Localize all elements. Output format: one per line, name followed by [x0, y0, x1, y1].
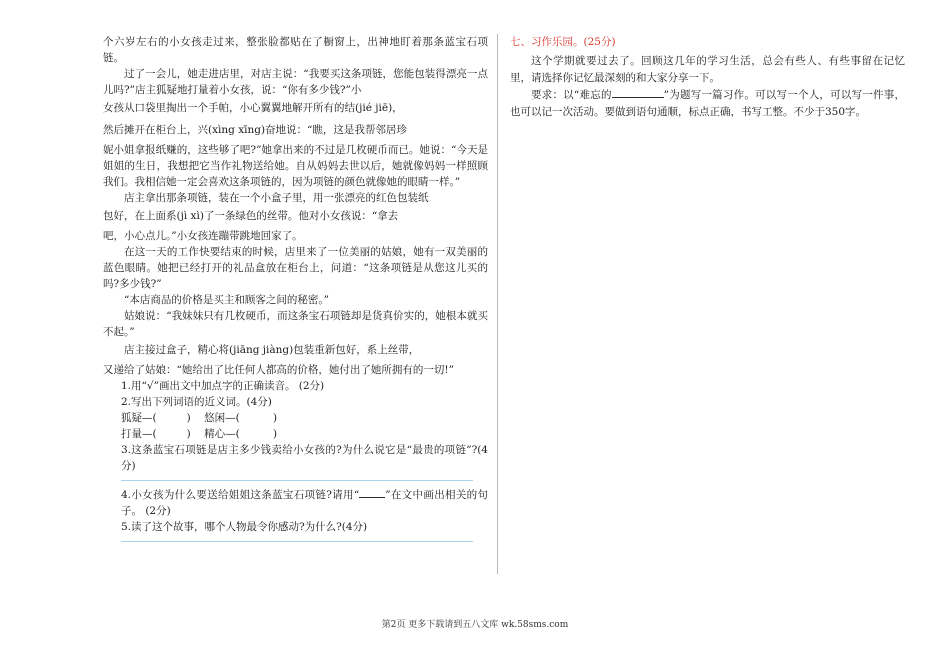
question-4-text-end: ”在文中画出相关的句子。 (2分) [121, 489, 489, 517]
writing-section-column [510, 34, 905, 121]
passage-paragraph: 在这一天的工作快要结束的时候，店里来了一位美丽的姑娘，她有一双美丽的蓝色眼睛。她把已经打开的礼品盒放在柜台上，问道：“这条项链是从您这儿买的吗?多少钱?” [103, 246, 488, 290]
passage-paragraph: 吧，小心点儿。”小女孩连蹦带跳地回家了。 [103, 230, 303, 242]
question-3: 3.这条蓝宝石项链是店主多少钱卖给小女孩的?为什么说它是“最贵的项链”?(4分) [121, 444, 488, 472]
underline-symbol [359, 487, 385, 498]
passage-line-pinyin: 然后摊开在柜台上，兴(xìng xīng)奋地说：“瞧，这是我帮邻居珍 [103, 124, 407, 136]
column-divider [497, 34, 498, 574]
section-title: 七、习作乐园。(25分) [510, 36, 616, 48]
question-4 [103, 487, 488, 519]
reading-passage-column [103, 34, 488, 548]
question-2-row-1: 狐疑—( ) 悠闲—( ) [121, 412, 278, 424]
passage-paragraph: 又递给了姑娘：“她给出了比任何人都高的价格，她付出了她所拥有的一切!” [103, 364, 454, 376]
page-footer: 第2页 更多下载请到五八文库 wk.58sms.com [381, 620, 569, 630]
passage-paragraph: 店主拿出那条项链，装在一个小盒子里，用一张漂亮的红色包装纸 [124, 192, 429, 204]
question-2: 2.写出下列词语的近义词。(4分) [121, 396, 272, 408]
writing-requirements [510, 87, 905, 121]
answer-line-q5[interactable] [121, 541, 473, 542]
question-2-row-2: 打量—( ) 精心—( ) [121, 428, 278, 440]
passage-line-pinyin: 女孩从口袋里掏出一个手帕，小心翼翼地解开所有的结(jié jiē)， [103, 102, 403, 114]
passage-paragraph: 姑娘说：“我妹妹只有几枚硬币，而这条宝石项链却是货真价实的，她根本就买不起。” [103, 310, 488, 338]
questions-block [103, 487, 488, 535]
writing-prompt: 这个学期就要过去了。回顾这几年的学习生活，总会有些人、有些事留在记忆里，请选择你记忆最深刻的和大家分享一下。 [510, 55, 905, 84]
passage-line-pinyin: 包好，在上面系(jì xì)了一条绿色的丝带。他对小女孩说：“拿去 [103, 210, 399, 222]
passage-paragraph: 个六岁左右的小女孩走过来，整张脸都贴在了橱窗上，出神地盯着那条蓝宝石项链。 [103, 36, 488, 64]
passage-paragraph: 妮小姐拿报纸赚的，这些够了吧?”她拿出来的不过是几枚硬币而已。她说：“今天是姐姐的生日，我想把它当作礼物送给她。自从妈妈去世以后，她就像妈妈一样照顾我们。我相信她一定会喜欢这条项链的，因为项链的颜色就像她的眼睛一样。” [103, 144, 488, 188]
question-5: 5.读了这个故事，哪个人物最令你感动?为什么?(4分) [121, 521, 368, 533]
title-blank[interactable] [612, 87, 664, 98]
passage-paragraph: 过了一会儿，她走进店里，对店主说：“我要买这条项链，您能包装得漂亮一点儿吗?”店主狐疑地打量着小女孩，说：“你有多少钱?”小 [103, 68, 488, 96]
passage-line-pinyin: 店主接过盒子，精心将(jiāng jiàng)包装重新包好，系上丝带， [124, 344, 420, 356]
requirements-text-end: ”为题写一篇习作。可以写一个人，可以写一件事，也可以记一次活动。要做到语句通顺，标点正确，书写工整。不少于350字。 [510, 89, 905, 118]
questions-block [103, 378, 488, 474]
passage-paragraph: “本店商品的价格是买主和顾客之间的秘密。” [124, 294, 329, 306]
requirements-text-start: 要求：以“难忘的 [531, 89, 612, 101]
question-1: 1.用“√”画出文中加点字的正确读音。 (2分) [121, 380, 325, 392]
question-4-text-start: 4.小女孩为什么要送给姐姐这条蓝宝石项链?请用“ [121, 489, 360, 501]
answer-line-q3[interactable] [121, 480, 473, 481]
